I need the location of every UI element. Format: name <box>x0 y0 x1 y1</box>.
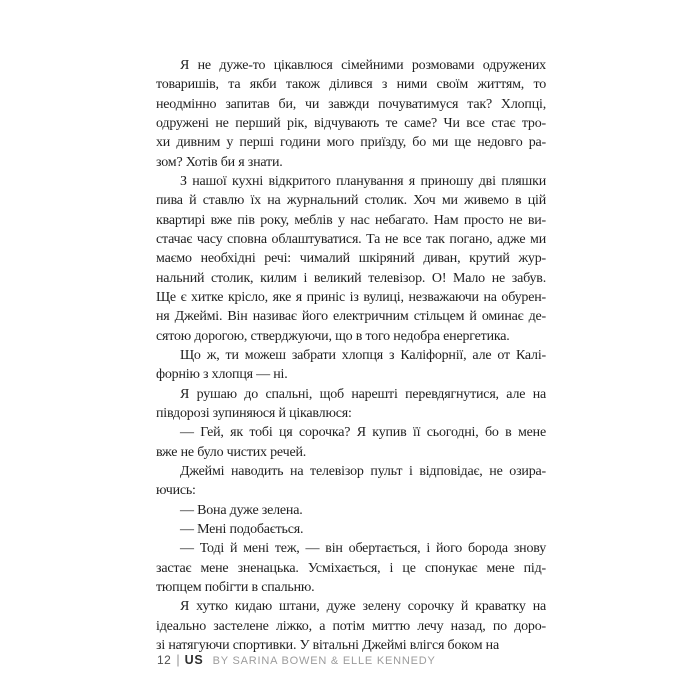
paragraph <box>156 462 546 501</box>
text-line: ня Джеймі. Він називає його електричним стільцем й оминає де- <box>156 309 546 325</box>
page-number: 12 <box>157 653 172 667</box>
text-line: маємо необхідні речі: чималий шкіряний диван, крутий жур- <box>156 251 546 267</box>
paragraph <box>156 346 546 385</box>
text-line: півдорозі зупиняюся й цікавлюся: <box>156 405 352 421</box>
text-line: одружені не перший рік, відчувають те саме? Чи все стає тро- <box>156 115 546 131</box>
text-line: ючись: <box>156 483 196 499</box>
text-line: сятою дорогою, стверджуючи, що в того недобра енергетика. <box>156 328 510 344</box>
text-line: вже не було чистих речей. <box>156 444 307 460</box>
text-line: тюпцем побігти в спальню. <box>156 579 315 595</box>
text-line: — Мені подобається. <box>180 521 304 537</box>
book-title: US <box>184 653 204 667</box>
text-line: стачає часу сповна облаштуватися. Та не все так погано, адже ми <box>156 231 546 247</box>
book-byline: BY SARINA BOWEN & ELLE KENNEDY <box>212 655 436 667</box>
text-line: зі натягуючи спортивки. У вітальні Джеймі влігся боком на <box>156 637 499 653</box>
page-footer <box>157 653 436 667</box>
footer-separator: | <box>176 653 180 667</box>
text-line: — Тоді й мені теж, — він обертається, і його борода знову <box>180 541 546 557</box>
page-text-block <box>156 56 546 655</box>
text-line: форнію з хлопця — ні. <box>156 367 288 383</box>
text-line: зом? Хотів би я знати. <box>156 154 283 170</box>
paragraph <box>156 539 546 597</box>
text-line: квартирі вже пів року, меблів у нас небагато. Нам просто не ви- <box>156 212 546 228</box>
text-line: ідеально застелене ліжко, а потім миттю лечу назад, по доро- <box>156 618 546 634</box>
text-line: хи дивним у перші години мого приїзду, бо ми ще недовго ра- <box>156 135 546 151</box>
paragraph <box>156 385 546 424</box>
text-line: Я не дуже-то цікавлюся сімейними розмовами одружених <box>180 58 546 73</box>
text-line: Джеймі наводить на телевізор пульт і відповідає, не озира- <box>180 463 546 479</box>
paragraph <box>156 501 546 520</box>
text-line: неодмінно запитав би, чи завжди почуватимуся так? Хлопці, <box>156 96 546 112</box>
text-line: Я рушаю до спальні, щоб нарешті перевдягнутися, але на <box>180 386 546 402</box>
text-line: Я хутко кидаю штани, дуже зелену сорочку й краватку на <box>180 599 546 615</box>
paragraph <box>156 520 546 539</box>
paragraph <box>156 423 546 462</box>
text-line: — Вона дуже зелена. <box>180 502 303 518</box>
text-line: Ще є хитке крісло, яке я приніс із вулиці, незважаючи на обурен- <box>156 289 546 305</box>
paragraph <box>156 597 546 655</box>
text-line: З нашої кухні відкритого планування я приношу дві пляшки <box>180 173 546 189</box>
text-line: застає мене зненацька. Усміхається, і це спонукає мене під- <box>156 560 546 576</box>
text-line: — Гей, як тобі ця сорочка? Я купив її сьогодні, бо в мене <box>180 425 546 441</box>
text-line: Що ж, ти можеш забрати хлопця з Каліфорнії, але от Калі- <box>180 347 546 363</box>
text-line: нальний столик, килим і великий телевізор. О! Мало не забув. <box>156 270 546 286</box>
paragraph <box>156 56 546 172</box>
text-line: товаришів, та якби також ділився з ними своїм життям, то <box>156 77 546 93</box>
text-line: пива й ставлю їх на журнальний столик. Хоч ми живемо в цій <box>156 193 546 209</box>
paragraph <box>156 172 546 346</box>
